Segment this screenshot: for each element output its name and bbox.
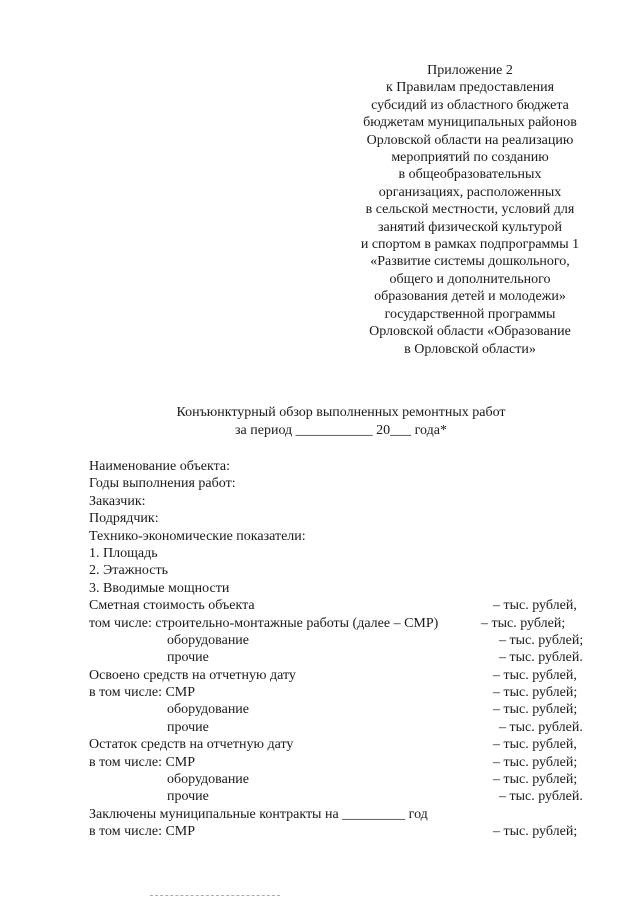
- remainder-equipment-row: [89, 771, 609, 788]
- field-label: Годы выполнения работ:: [89, 476, 236, 492]
- page-edge-mark: [150, 895, 280, 896]
- row-label: Остаток средств на отчетную дату: [89, 737, 294, 753]
- appendix-line: занятий физической культурой: [377, 219, 563, 235]
- row-unit: – тыс. рублей.: [499, 719, 583, 735]
- row-label: прочие: [167, 719, 209, 735]
- row-unit: – тыс. рублей;: [493, 754, 578, 770]
- row-unit: – тыс. рублей;: [499, 632, 584, 648]
- field-object-name: [89, 458, 609, 475]
- row-unit: – тыс. рублей;: [481, 615, 566, 631]
- remainder-smr-row: [89, 754, 609, 771]
- contracts-row: [89, 806, 609, 823]
- cost-estimated-row: [89, 597, 609, 614]
- row-unit: – тыс. рублей.: [499, 650, 583, 666]
- row-unit: – тыс. рублей;: [493, 772, 578, 788]
- cost-other-row: [89, 649, 609, 666]
- row-label: Освоено средств на отчетную дату: [89, 667, 296, 683]
- row-label: оборудование: [167, 772, 250, 788]
- appendix-line: и спортом в рамках подпрограммы 1: [360, 237, 580, 253]
- row-label: в том числе: СМР: [89, 824, 196, 840]
- appendix-line: субсидий из областного бюджета: [371, 97, 569, 113]
- mastered-row: [89, 667, 609, 684]
- appendix-line: общего и дополнительного: [389, 271, 551, 287]
- mastered-other-row: [89, 719, 609, 736]
- field-customer: [89, 493, 609, 510]
- appendix-line: в общеобразовательных: [398, 167, 542, 183]
- field-floors: [89, 562, 609, 579]
- field-capacity: [89, 580, 609, 597]
- row-unit: – тыс. рублей;: [493, 685, 578, 701]
- field-label: 3. Вводимые мощности: [89, 580, 230, 596]
- mastered-smr-row: [89, 684, 609, 701]
- field-indicators: [89, 528, 609, 545]
- remainder-other-row: [89, 788, 609, 805]
- row-label: прочие: [167, 650, 209, 666]
- row-label: Заключены муниципальные контракты на _________ год: [89, 806, 428, 822]
- appendix-line: к Правилам предоставления: [385, 80, 555, 96]
- report-period: за период ___________ 20___ года*: [235, 423, 447, 438]
- report-body: [89, 458, 609, 841]
- row-unit: – тыс. рублей,: [493, 737, 577, 753]
- row-label: прочие: [167, 789, 209, 805]
- row-label: оборудование: [167, 702, 250, 718]
- appendix-line: Орловской области «Образование: [369, 324, 571, 340]
- row-unit: – тыс. рублей,: [493, 598, 577, 614]
- cost-equipment-row: [89, 632, 609, 649]
- row-label: оборудование: [167, 632, 250, 648]
- appendix-line: мероприятий по созданию: [391, 150, 549, 166]
- appendix-line: в Орловской области»: [404, 341, 536, 357]
- appendix-line: государственной программы: [384, 306, 556, 322]
- field-years: [89, 475, 609, 492]
- mastered-equipment-row: [89, 701, 609, 718]
- appendix-line: Приложение 2: [427, 63, 513, 78]
- row-unit: – тыс. рублей;: [493, 702, 578, 718]
- cost-smr-row: [89, 615, 609, 632]
- field-label: Заказчик:: [89, 493, 146, 509]
- row-label: Сметная стоимость объекта: [89, 598, 255, 614]
- row-unit: – тыс. рублей.: [499, 789, 583, 805]
- row-label: в том числе: СМР: [89, 754, 196, 770]
- appendix-line: «Развитие системы дошкольного,: [370, 254, 570, 270]
- field-label: 2. Этажность: [89, 563, 168, 579]
- field-label: 1. Площадь: [89, 545, 158, 561]
- field-contractor: [89, 510, 609, 527]
- row-unit: – тыс. рублей;: [493, 824, 578, 840]
- field-area: [89, 545, 609, 562]
- remainder-row: [89, 736, 609, 753]
- appendix-line: бюджетам муниципальных районов: [363, 115, 577, 131]
- appendix-line: Орловской области на реализацию: [366, 132, 574, 148]
- appendix-line: образования детей и молодежи»: [374, 289, 566, 305]
- document-title: Конъюнктурный обзор выполненных ремонтных работ: [176, 405, 506, 420]
- field-label: Подрядчик:: [89, 511, 159, 527]
- field-label: Наименование объекта:: [89, 459, 230, 474]
- row-unit: – тыс. рублей,: [493, 667, 577, 683]
- appendix-header: [300, 62, 640, 358]
- appendix-line: организациях, расположенных: [378, 184, 562, 200]
- contracts-smr-row: [89, 823, 609, 840]
- field-label: Технико-экономические показатели:: [89, 528, 306, 544]
- row-label: в том числе: СМР: [89, 685, 196, 701]
- row-label: том числе: строительно-монтажные работы (далее – СМР): [89, 615, 439, 631]
- appendix-line: в сельской местности, условий для: [365, 202, 575, 218]
